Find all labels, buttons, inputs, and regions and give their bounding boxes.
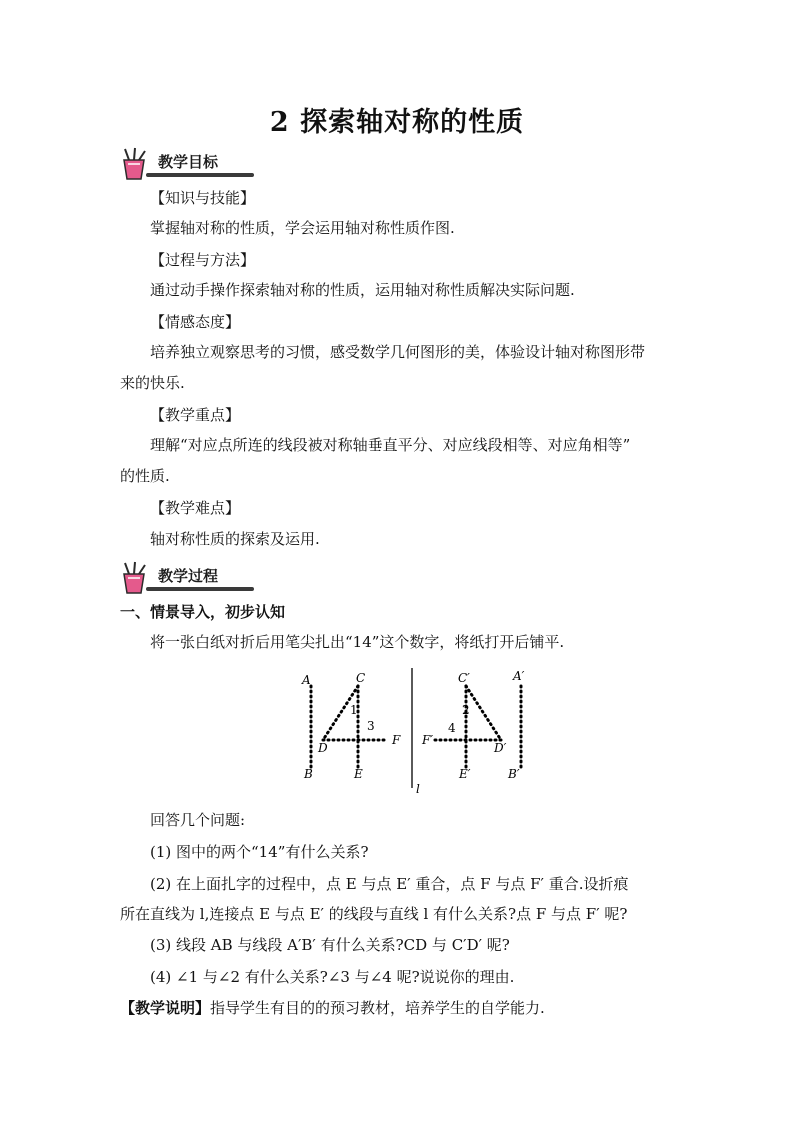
header-label: 教学目标: [158, 153, 219, 171]
intro-text: 将一张白纸对折后用笔尖扎出“14”这个数字，将纸打开后铺平.: [150, 633, 565, 651]
knowledge-text: 掌握轴对称的性质，学会运用轴对称性质作图.: [150, 219, 455, 237]
label-a-prime: A′: [513, 669, 525, 683]
label-e: E: [354, 767, 363, 781]
label-f: F: [392, 733, 401, 747]
section-header-process: [116, 560, 256, 596]
question-3: (3) 线段 AB 与线段 A′B′ 有什么关系?CD 与 C′D′ 呢?: [150, 936, 510, 954]
label-c-prime: C′: [458, 671, 470, 685]
header-underline: [146, 173, 254, 177]
method-label: 【过程与方法】: [150, 251, 256, 269]
label-a: A: [302, 673, 311, 687]
label-axis-l: l: [416, 782, 420, 796]
knowledge-label: 【知识与技能】: [150, 189, 256, 207]
attitude-label: 【情感态度】: [150, 313, 241, 331]
question-4: (4) ∠1 与∠2 有什么关系?∠3 与∠4 呢?说说你的理由.: [150, 968, 515, 986]
teaching-note-text: 指导学生有目的的预习教材，培养学生的自学能力.: [210, 999, 545, 1017]
label-b: B: [304, 767, 313, 781]
label-d: D: [318, 741, 328, 755]
symmetry-figure: [296, 664, 536, 800]
question-2-line-2: 所在直线为 l,连接点 E 与点 E′ 的线段与直线 l 有什么关系?点 F 与点 F′ 呢?: [120, 905, 628, 923]
key-text-1: 理解“对应点所连的线段被对称轴垂直平分、对应线段相等、对应角相等”: [150, 436, 631, 454]
angle-4-label: 4: [448, 721, 456, 735]
label-e-prime: E′: [459, 767, 471, 781]
label-c: C: [356, 671, 366, 685]
segment-c-prime-d-prime: [466, 686, 501, 740]
teaching-note-label: 【教学说明】: [120, 999, 211, 1017]
page-title: 2 探索轴对称的性质: [269, 107, 525, 138]
attitude-text-1: 培养独立观察思考的习惯，感受数学几何图形的美，体验设计轴对称图形带: [150, 343, 646, 361]
method-text: 通过动手操作探索轴对称的性质，运用轴对称性质解决实际问题.: [150, 281, 575, 299]
question-1: (1) 图中的两个“14”有什么关系?: [150, 843, 369, 861]
difficulty-label: 【教学难点】: [150, 499, 241, 517]
section-header-objectives: [116, 146, 256, 182]
difficulty-text: 轴对称性质的探索及运用.: [150, 530, 320, 548]
angle-3-label: 3: [367, 719, 375, 733]
questions-intro: 回答几个问题:: [150, 811, 246, 829]
header-underline: [146, 587, 254, 591]
header-label: 教学过程: [158, 567, 219, 585]
attitude-text-2: 来的快乐.: [120, 374, 185, 392]
teaching-note: [120, 998, 545, 1018]
label-d-prime: D′: [494, 741, 507, 755]
part1-heading: 一、情景导入，初步认知: [120, 603, 286, 621]
key-text-2: 的性质.: [120, 467, 170, 485]
label-b-prime: B′: [508, 767, 520, 781]
question-2-line-1: (2) 在上面扎字的过程中，点 E 与点 E′ 重合，点 F 与点 F′ 重合.设折痕: [150, 875, 629, 893]
label-f-prime: F′: [422, 733, 434, 747]
angle-1-label: 1: [350, 703, 358, 717]
key-label: 【教学重点】: [150, 406, 241, 424]
angle-2-label: 2: [462, 703, 470, 717]
